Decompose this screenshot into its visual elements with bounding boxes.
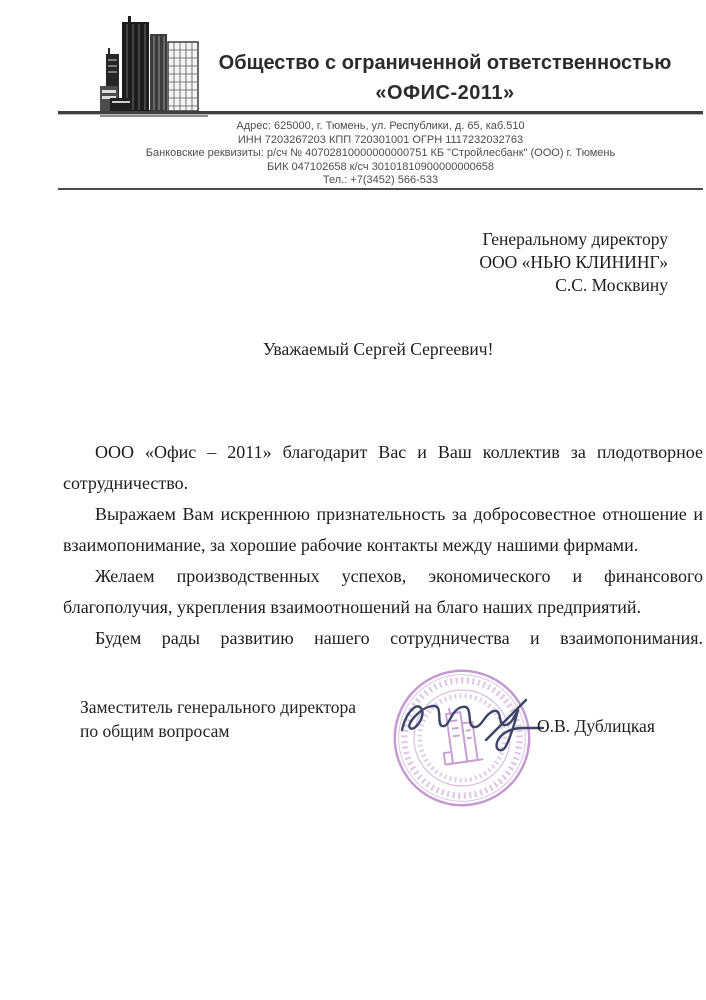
header-divider-top <box>58 111 703 114</box>
recipient-person: С.С. Москвину <box>555 275 668 295</box>
letterhead-title-block <box>206 50 684 106</box>
phone-line: Тел.: +7(3452) 566-533 <box>322 174 439 187</box>
recipient-position: Генеральному директору <box>482 229 668 249</box>
registration-line: ИНН 7203267203 КПП 720301001 ОГРН 1117232032763 <box>237 133 524 146</box>
company-buildings-logo-icon <box>98 14 210 120</box>
recipient-company: ООО «НЬЮ КЛИНИНГ» <box>479 252 668 272</box>
paragraph-gratitude: ООО «Офис – 2011» благодарит Вас и Ваш коллектив за плодотворное сотрудничество. <box>63 442 703 493</box>
paragraph-closing: Будем рады развитию нашего сотрудничества и взаимопонимания. <box>95 628 703 648</box>
letter-body <box>63 437 703 654</box>
paragraph-appreciation: Выражаем Вам искреннюю признательность за добросовестное отношение и взаимопонимание, за хорошие рабочие контакты между нашими фирмами. <box>63 504 703 555</box>
bik-line: БИК 047102658 к/сч 30101810900000000658 <box>266 160 495 173</box>
signer-title-line1: Заместитель генерального директора <box>80 697 357 717</box>
signer-title-line2: по общим вопросам <box>80 721 230 741</box>
org-name-title: «ОФИС-2011» <box>375 82 515 104</box>
org-type-title: Общество с ограниченной ответственностью <box>218 52 672 74</box>
signer-title-block <box>80 695 356 743</box>
company-requisites <box>58 120 703 188</box>
recipient-block <box>479 228 668 297</box>
signer-name: О.В. Дублицкая <box>537 716 655 736</box>
header-divider-bottom <box>58 188 703 190</box>
salutation-line: Уважаемый Сергей Сергеевич! <box>263 339 494 359</box>
address-line: Адрес: 625000, г. Тюмень, ул. Республики, д. 65, каб.510 <box>236 120 525 132</box>
paragraph-wishes: Желаем производственных успехов, экономического и финансового благополучия, укрепления взаимоотношений на благо наших предприятий. <box>63 566 703 617</box>
bank-line: Банковские реквизиты: р/сч № 40702810000000000751 КБ "Стройлесбанк" (ООО) г. Тюмень <box>145 147 616 160</box>
handwritten-signature <box>398 688 548 760</box>
